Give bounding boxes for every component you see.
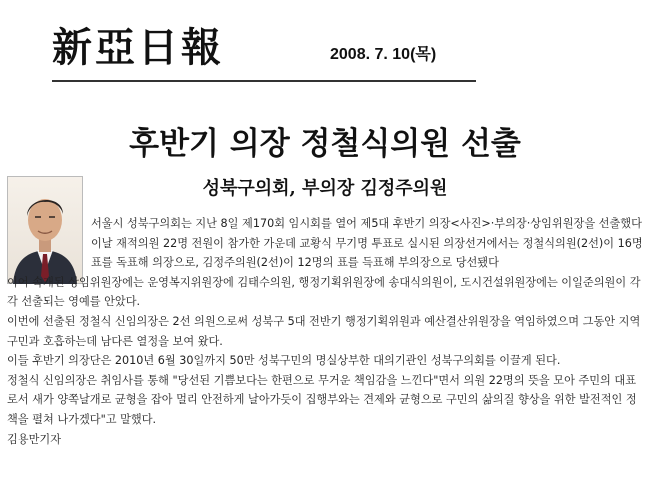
article-body	[7, 214, 645, 449]
article-subheadline: 성북구의회, 부의장 김정주의원	[202, 178, 448, 199]
article-paragraph: 서울시 성북구의회는 지난 8일 제170회 임시회를 열어 제5대 후반기 의장<사진>·부의장·상임위원장을 선출했다	[91, 217, 642, 230]
masthead	[52, 22, 476, 84]
newspaper-name: 新亞日報	[52, 24, 224, 71]
article-paragraph: 이들 후반기 의장단은 2010년 6월 30일까지 50만 성북구민의 명실상부한 대의기관인 성북구의회를 이끌게 된다.	[7, 354, 561, 368]
article-paragraph: 이번에 선출된 정철식 신임의장은 2선 의원으로써 성북구 5대 전반기 행정기획위원과 예산결산위원장을 역임하였으며 그동안 지역구민과 호흡하는데 남다른 열정을 보여 왔다.	[7, 314, 641, 348]
masthead-rule	[52, 80, 476, 82]
issue-date: 2008. 7. 10(목)	[330, 46, 437, 63]
article-byline: 김용만기자	[7, 432, 62, 446]
article-paragraph: 정철식 신임의장은 취임사를 통해 "당선된 기쁨보다는 한편으로 무거운 책임감을 느낀다"면서 의원 22명의 뜻을 모아 주민의 대표로서 새가 양쪽날개로 균형을 잡아 멀리 안전하게 날아가듯이 집행부와는 견제와 균형으로 구민의 삶의질 향상을 위한 발전적인 정책을 펼쳐 나가겠다"고 말했다.	[7, 373, 637, 426]
article-headline: 후반기 의장 정철식의원 선출	[129, 126, 521, 162]
article-paragraph: 이날 재적의원 22명 전원이 참가한 가운데 교황식 무기명 투표로 실시된 의장선거에서는 정철식의원(2선)이 16명 표를 독표해 의장으로, 김정주의원(2선)이 12명의 표를 득표해 부의장으로 당선됐다	[91, 236, 643, 270]
article-paragraph: 이어 속개된 상임위원장에는 운영복지위원장에 김태수의원, 행정기획위원장에 송대식의원이, 도시건설위원장에는 이일준의원이 각각 선출되는 영예를 안았다.	[7, 275, 641, 309]
